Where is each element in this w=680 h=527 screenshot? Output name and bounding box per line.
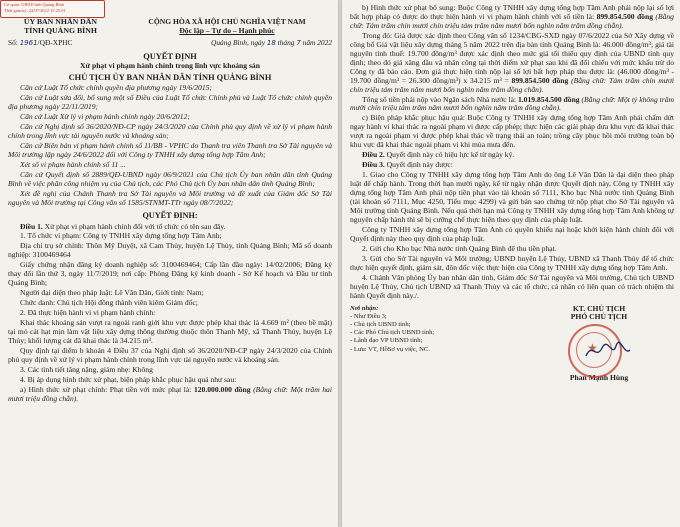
basis-item: Căn cứ Quyết định số 2889/QĐ-UBND ngày 06/9/2021 của Chủ tịch Ủy ban nhân dân tỉnh Quảng Bình về việc phân công nhiệm vụ của Chủ tịch, các Phó Chủ tịch Ủy ban nhân dân tỉnh Quảng Bình;: [8, 170, 332, 188]
calculation-text: Trong đó: Giá được xác định theo Công văn số 1234/CBG-SXD ngày 07/6/2022 của Sở Xây dựng về công bố Giá vật liệu xây dựng tháng 5 năm 2022 trên địa bàn tỉnh Quảng Bình là: 46.000 đồng/m³; giá tài nguyên tính thuế: 19.700 đồng/m³ được xác định theo mức giá tối thiểu quy định của UBND tỉnh quy định; theo đó giá xăng dầu và nhân công tại thời điểm xử phạt sau khi đã đối chiếu với mức khấu trừ do Công ty đã báo cáo. Đơn giá thực hiện tính nộp lại số lợi bất hợp pháp thu được là: (46.000 đồng/m³ - 19.700 đồng/m³ = 26.300 đồng/m³) x 34.215 m³ =: [350, 30, 674, 85]
recipient-item: - Lãnh đạo VP UBND tỉnh;: [350, 337, 423, 345]
body-paragraph: Người đại diện theo pháp luật: Lê Văn Dân, Giới tính: Nam;: [20, 288, 204, 298]
basis-item: Căn cứ Luật Xử lý vi phạm hành chính ngày 20/6/2012;: [20, 112, 190, 122]
body-paragraph: 4. Bị áp dụng hình thức xử phạt, biện pháp khắc phục hậu quả như sau:: [20, 374, 237, 384]
number-handwritten: 1961: [19, 38, 38, 47]
body-paragraph: Chức danh: Chủ tịch Hội đồng thành viên kiêm Giám đốc;: [20, 298, 198, 308]
document-number: [8, 39, 72, 48]
basis-item: Xét số vi phạm hành chính số 11 ...: [20, 160, 126, 170]
recipient-item: - Chủ tịch UBND tỉnh;: [350, 320, 411, 328]
esign-line1: Cơ quan: UBND tỉnh Quảng Bình: [4, 2, 65, 7]
document-date: [211, 39, 332, 48]
calculation-paragraph: [350, 32, 674, 95]
body-paragraph: Khai thác khoáng sản vượt ra ngoài ranh giới khu vực được phép khai thác là 4.669 m² (theo bề mặt) tại mỏ cát hạt mịn làm vật liệu xây dựng thông thường thuộc thôn Thanh Mỹ, xã Thanh Thủy, huyện Lệ Thủy; khối lượng cát đã khai thác là 34.215 m³.: [8, 318, 332, 345]
recipients-title: Nơi nhận:: [350, 304, 379, 312]
body-paragraph: Quy định tại điểm b khoản 4 Điều 37 của Nghị định số 36/2020/NĐ-CP ngày 24/3/2020 của Chính phủ quy định về xử lý vi phạm hành chính trong lĩnh vực tài nguyên nước và khoáng sản.: [8, 345, 332, 364]
body-paragraph: Địa chỉ trụ sở chính: Thôn Mỹ Duyệt, xã Cam Thủy, huyện Lệ Thủy, tỉnh Quảng Bình; Mã số doanh nghiệp: 3100469464: [8, 241, 332, 260]
article-1-text: Xử phạt vi phạm hành chính đối với tổ chức có tên sau đây.: [42, 221, 226, 231]
article-3-item: 4. Chánh Văn phòng Ủy ban nhân dân tỉnh, Giám đốc Sở Tài nguyên và Môi trường, Chủ tịch UBND huyện Lệ Thủy, Chủ tịch UBND xã Thanh Thủy và các tổ chức, cá nhân có liên quan có trách nhiệm thi hành Quyết định này./.: [350, 272, 674, 300]
body-paragraph: 2. Đã thực hiện hành vi vi phạm hành chính:: [20, 308, 156, 318]
signer-title-1: KT. CHỦ TỊCH: [572, 303, 626, 313]
article-3-label: Điều 3.: [362, 160, 385, 170]
total-words: (Bằng chữ: Một tỷ không trăm mười chín triệu tám trăm năm mươi bốn nghìn năm trăm đồng chẵn).: [350, 94, 675, 113]
remedy-paragraph: c) Biện pháp khắc phục hậu quả: Buộc Công ty TNHH xây dựng tổng hợp Tâm Anh phải chấm dứt ngay hành vi khai thác ra ngoài phạm vi được cấp phép; thực hiện các giải pháp đưa khu vực đã khai thác vượt ra ngoài phạm vi được phép khai thác về trạng thái an toàn; trồng cây phục hồi môi trường toàn bộ khu vực đã khai thác ngoài phạm vi khi mùa mưa đến.: [350, 113, 674, 150]
fine-additional-amount: 899.854.500 đồng: [596, 11, 653, 21]
basis-item: Xét đề nghị của Chánh Thanh tra Sở Tài nguyên và Môi trường và đề xuất của Giám đốc Sở Tài nguyên và Môi trường tại Công văn số 1585/STNMT-TTr ngày 08/7/2022;: [8, 188, 332, 207]
fine-additional-words: (Bằng chữ: Tám trăm chín mươi chín triệu tám trăm năm mươi bốn nghìn năm trăm đồng chẵn).: [350, 11, 674, 30]
date-suffix: năm 2022: [300, 37, 332, 47]
number-suffix: /QĐ-XPHC: [37, 37, 73, 47]
date-day: 18: [266, 38, 276, 47]
basis-item: Căn cứ Biên bản vi phạm hành chính số 11/BB - VPHC do Thanh tra viên Thanh tra Sở Tài nguyên và Môi trường lập ngày 24/6/2022 đối với Công ty TNHH xây dựng tổng hợp Tâm Anh;: [8, 141, 332, 160]
fine-additional: [350, 4, 674, 31]
date-mid: tháng: [275, 37, 297, 47]
signer: [524, 305, 674, 384]
article-3-item: Công ty TNHH xây dựng tổng hợp Tâm Anh có quyền khiếu nại hoặc khởi kiện hành chính đối với Quyết định này theo quy định của pháp luật.: [350, 224, 674, 243]
recipient-item: - Các Phó Chủ tịch UBND tỉnh;: [350, 329, 435, 337]
decision-subtitle: Xử phạt vi phạm hành chính trong lĩnh vực khoáng sản: [80, 60, 260, 70]
article-3-text: Quyết định này được:: [384, 160, 453, 170]
article-3-item: 3. Gửi cho Sở Tài nguyên và Môi trường; UBND huyện Lệ Thủy, UBND xã Thanh Thủy để tổ chức thực hiện quyết định, giám sát, đôn đốc việc thực hiện của Công ty TNHH xây dựng tổng hợp Tâm Anh.: [350, 253, 674, 272]
fine-main: [8, 386, 332, 404]
recipients-list: [350, 305, 500, 384]
authority-title: CHỦ TỊCH ỦY BAN NHÂN DÂN TỈNH QUẢNG BÌNH: [68, 72, 272, 82]
date-month: 7: [296, 38, 301, 47]
article-3-item: 1. Giao cho Công ty TNHH xây dựng tổng hợp Tâm Anh do ông Lê Văn Dân là đại diện theo pháp luật để chấp hành. Trong thời hạn mười ngày, kể từ ngày nhận được Quyết định này, Công ty TNHH xây dựng tổng hợp Tâm Anh phải nộp tiền phạt vào tài khoản số 7111, Kho bạc Nhà nước tỉnh Quảng Bình (tài khoản số 7111, Mục 4250, Tiểu mục 4299) và gửi bản sao chứng từ nộp phạt cho Sở Tài nguyên và Môi trường tỉnh Quảng Bình. Nếu quá thời hạn mà Công ty TNHH xây dựng tổng hợp Tâm Anh không tự nguyện chấp hành thì sẽ bị cưỡng chế thực hiện theo quy định của pháp luật.: [350, 170, 674, 224]
seal-star-icon: ★: [587, 341, 598, 356]
total-paragraph: [350, 96, 674, 114]
fine-main-text: a) Hình thức xử phạt chính: Phạt tiền với mức phạt là:: [20, 384, 194, 394]
article-3: [350, 161, 674, 170]
page-2: [342, 0, 680, 527]
number-prefix: Số:: [8, 37, 20, 47]
calculation-words: (Bằng chữ: Tám trăm chín mươi chín triệu tám trăm năm mươi bốn nghìn năm trăm đồng chẵn).: [350, 75, 674, 94]
signature-block: [350, 305, 674, 384]
document-header: [8, 17, 332, 36]
e-signature-stamp: [0, 0, 105, 18]
decision-title: QUYẾT ĐỊNH: [143, 51, 197, 61]
body-paragraph: Giấy chứng nhận đăng ký doanh nghiệp số: 3100469464; Cấp lần đầu ngày: 14/02/2006; Đăng ký thay đổi lần thứ 3, ngày 11/7/2019; nơi cấp: Phòng Đăng ký kinh doanh - Sở Kế hoạch và Đầu tư tỉnh Quảng Bình;: [8, 260, 332, 288]
official-seal: [564, 324, 634, 376]
org-line2: TỈNH QUẢNG BÌNH: [24, 26, 97, 36]
nation-name: CỘNG HÒA XÃ HỘI CHỦ NGHĨA VIỆT NAM: [148, 17, 306, 26]
number-date-line: [8, 39, 332, 48]
body-paragraph: 1. Tổ chức vi phạm: Công ty TNHH xây dựng tổng hợp Tâm Anh;: [20, 231, 222, 241]
signer-title-2: PHÓ CHỦ TỊCH: [570, 312, 628, 322]
fine-main-amount: 120.000.000 đồng: [193, 384, 251, 394]
handwritten-signature-icon: [584, 340, 632, 362]
total-text: Tổng số tiền phải nộp vào Ngân sách Nhà nước là:: [362, 94, 518, 104]
body-paragraph: 3. Các tình tiết tăng nặng, giảm nhẹ: Không: [20, 364, 153, 374]
page-1: [0, 0, 338, 527]
calculation-amount: 899.854.500 đồng: [511, 75, 569, 85]
basis-item: Căn cứ Nghị định số 36/2020/NĐ-CP ngày 24/3/2020 của Chính phủ quy định về xử lý vi phạm hành chính trong lĩnh vực tài nguyên nước và khoáng sản;: [8, 122, 332, 141]
issuing-org: [8, 17, 113, 36]
esign-line2: Thời gian ký: 22/07/2022 15:25:01: [4, 7, 66, 13]
legal-bases: [8, 84, 332, 207]
article-1: [8, 223, 332, 232]
decides-heading: QUYẾT ĐỊNH:: [142, 210, 198, 220]
article-2-text: Quyết định này có hiệu lực kể từ ngày ký.: [384, 150, 515, 160]
national-motto: Độc lập – Tự do – Hạnh phúc: [179, 26, 275, 36]
basis-item: Căn cứ Luật Tổ chức chính quyền địa phương ngày 19/6/2015;: [20, 83, 212, 93]
national-title: [122, 17, 332, 36]
basis-item: Căn cứ Luật sửa đổi, bổ sung một số Điều của Luật Tổ chức Chính phủ và Luật Tổ chức chính quyền địa phương ngày 22/11/2019;: [8, 93, 332, 112]
org-line1: ỦY BAN NHÂN DÂN: [23, 17, 98, 26]
recipient-item: - Như Điều 3;: [350, 312, 387, 320]
fine-main-words: (Bằng chữ: Một trăm hai mươi triệu đồng chẵn).: [8, 384, 332, 403]
signer-name: Phan Mạnh Hùng: [569, 373, 629, 383]
article-1-label: Điều 1.: [20, 221, 43, 231]
total-amount: 1.019.854.500 đồng: [517, 94, 580, 104]
recipient-item: - Lưu: VT, HồSơ vụ việc, NC.: [350, 345, 430, 353]
fine-additional-text: b) Hình thức xử phạt bổ sung: Buộc Công ty TNHH xây dựng tổng hợp Tâm Anh phải nộp lại số lợi bất hợp pháp có được do thực hiện hành vi vi phạm hành chính với số tiền là:: [350, 3, 674, 21]
date-prefix: Quảng Bình, ngày: [211, 37, 267, 47]
article-2-label: Điều 2.: [362, 150, 385, 160]
article-3-item: 2. Gửi cho Kho bạc Nhà nước tỉnh Quảng Bình để thu tiền phạt.: [362, 243, 557, 253]
article-2: [350, 151, 674, 160]
